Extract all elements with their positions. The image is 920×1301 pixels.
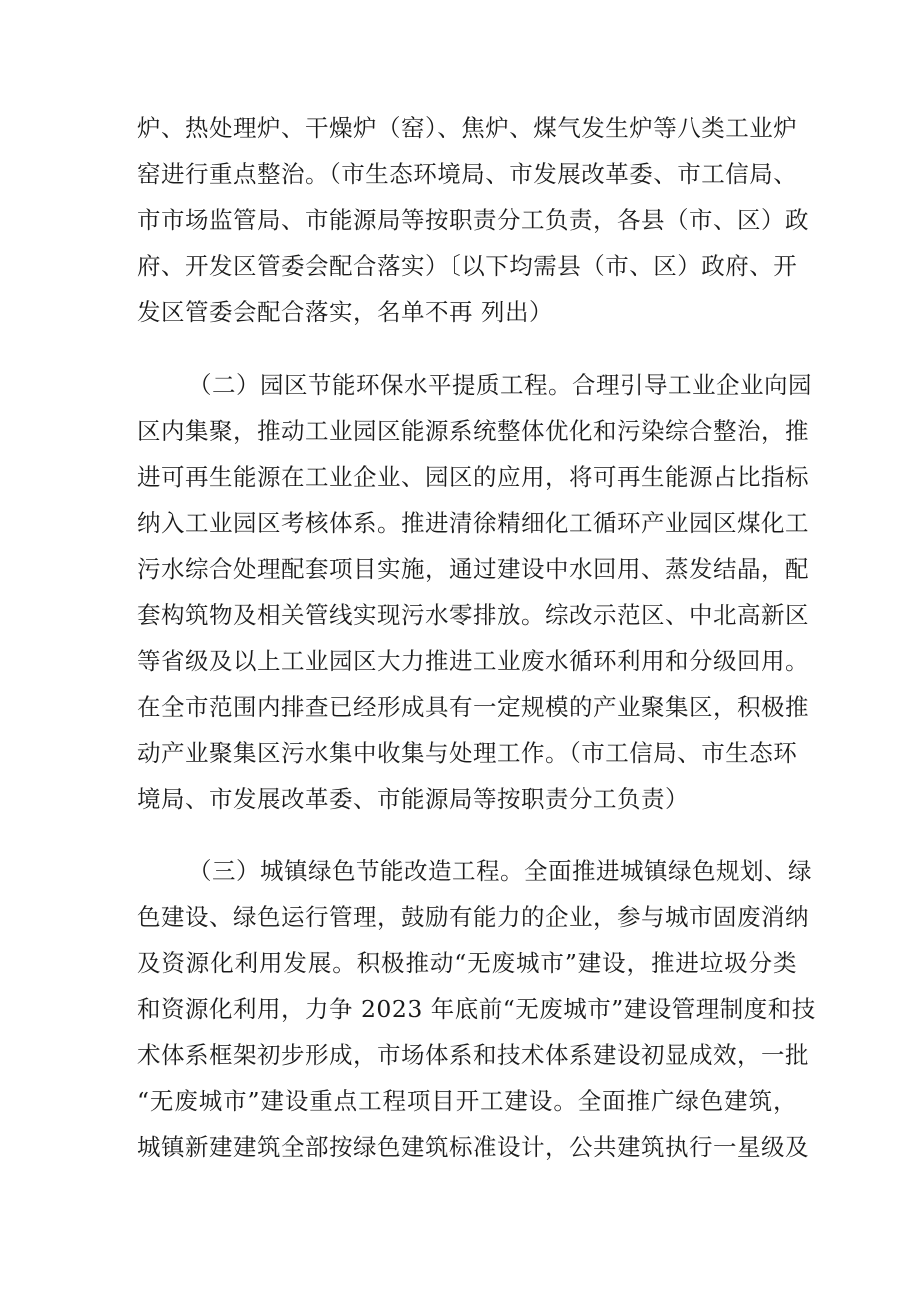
text-line: 套构筑物及相关管线实现污水零排放。综改示范区、中北高新区 <box>137 601 809 629</box>
paragraph-heading-line: （二）园区节能环保水平提质工程。合理引导工业企业向园 <box>188 371 812 399</box>
text-line: 炉、热处理炉、干燥炉（窑）、焦炉、煤气发生炉等八类工业炉 <box>137 114 798 142</box>
text-line: 进可再生能源在工业企业、园区的应用，将可再生能源占比指标 <box>137 463 809 491</box>
text-line: 等省级及以上工业园区大力推进工业废水循环利用和分级回用。 <box>137 647 809 675</box>
text-line: 和资源化利用，力争 2023 年底前“无废城市”建设管理制度和技 <box>137 995 816 1023</box>
text-line: 城镇新建建筑全部按绿色建筑标准设计，公共建筑执行一星级及 <box>137 1133 809 1161</box>
text-line: “无废城市”建设重点工程项目开工建设。全面推广绿色建筑， <box>137 1087 797 1115</box>
text-line: 境局、市发展改革委、市能源局等按职责分工负责） <box>137 785 689 813</box>
text-line: 窑进行重点整治。（市生态环境局、市发展改革委、市工信局、 <box>137 160 798 188</box>
paragraph-heading-line: （三）城镇绿色节能改造工程。全面推进城镇绿色规划、绿 <box>188 857 812 885</box>
text-line: 纳入工业园区考核体系。推进清徐精细化工循环产业园区煤化工 <box>137 509 809 537</box>
text-line: 在全市范围内排查已经形成具有一定规模的产业聚集区，积极推 <box>137 693 809 721</box>
text-line: 府、开发区管委会配合落实）〔以下均需县（市、区）政府、开 <box>137 252 798 280</box>
text-line: 动产业聚集区污水集中收集与处理工作。（市工信局、市生态环 <box>137 739 798 767</box>
text-line: 区内集聚，推动工业园区能源系统整体优化和污染综合整治，推 <box>137 417 809 445</box>
text-line: 发区管委会配合落实，名单不再 列出） <box>137 298 553 326</box>
text-line: 污水综合处理配套项目实施，通过建设中水回用、蒸发结晶，配 <box>137 555 809 583</box>
text-line: 及资源化利用发展。积极推动“无废城市”建设，推进垃圾分类 <box>137 949 797 977</box>
text-line: 术体系框架初步形成，市场体系和技术体系建设初显成效，一批 <box>137 1041 809 1069</box>
text-line: 色建设、绿色运行管理，鼓励有能力的企业，参与城市固废消纳 <box>137 903 809 931</box>
text-line: 市市场监管局、市能源局等按职责分工负责，各县（市、区）政 <box>137 206 809 234</box>
